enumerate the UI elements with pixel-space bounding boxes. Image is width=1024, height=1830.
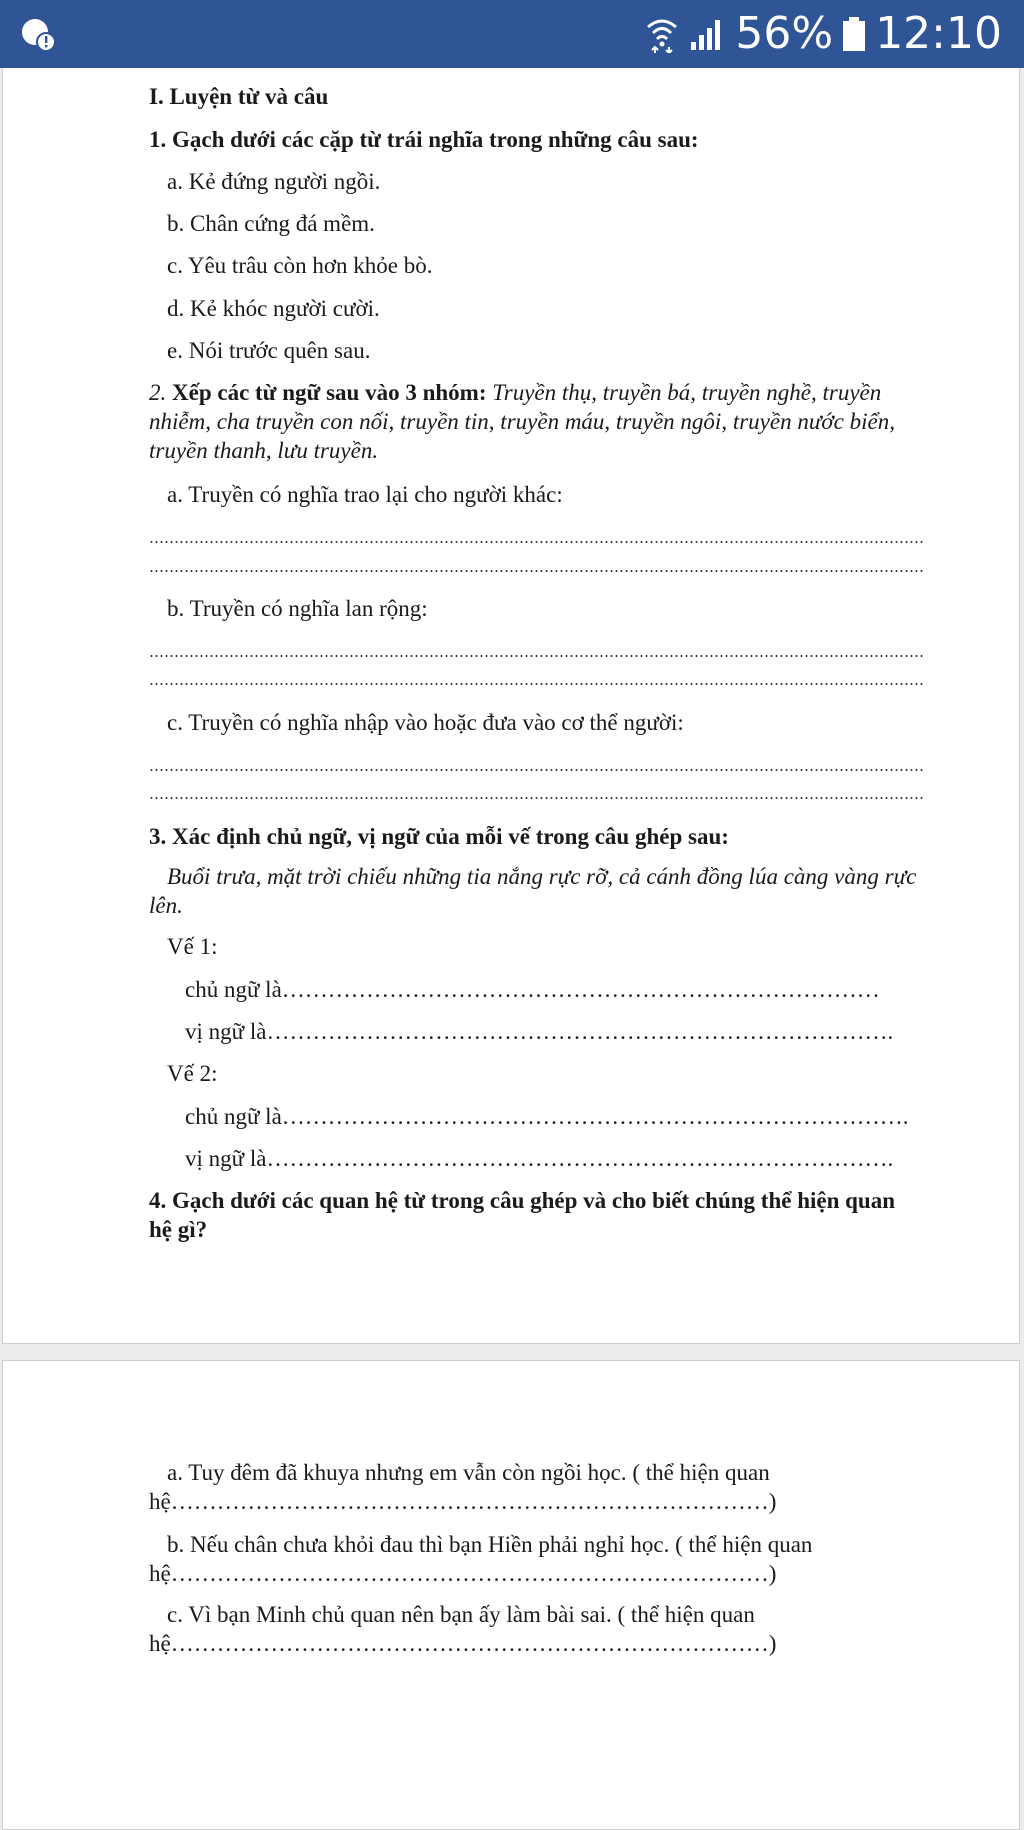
- answer-line: [149, 541, 923, 543]
- q2-word-list: Truyền thụ, truyền bá, truyền nghề, truyền nhiễm, cha truyền con nối, truyền tin, truyền máu, truyền ngôi, truyền nước biển, truyền thanh, lưu truyền.: [149, 380, 895, 463]
- q2-number: 2.: [149, 380, 167, 405]
- q3-clause-1-predicate: vị ngữ là……………………………………………………………………….: [185, 1019, 894, 1044]
- q4-item-c-answer: hệ……………………………………………………………………): [149, 1631, 777, 1656]
- q1-item-b: b. Chân cứng đá mềm.: [167, 211, 375, 236]
- q3-clause-2: Vế 2:: [167, 1061, 218, 1086]
- q1-item-a: a. Kẻ đứng người ngồi.: [167, 169, 381, 194]
- q4-item-b: b. Nếu chân chưa khỏi đau thì bạn Hiền phải nghỉ học. ( thể hiện quan: [167, 1532, 813, 1557]
- q4-title: 4. Gạch dưới các quan hệ từ trong câu ghép và cho biết chúng thể hiện quan hệ gì?: [149, 1188, 895, 1242]
- answer-line: [149, 655, 923, 657]
- q4-item-b-answer: hệ……………………………………………………………………): [149, 1561, 777, 1586]
- q3-clause-2-predicate: vị ngữ là……………………………………………………………………….: [185, 1146, 894, 1171]
- q3-title: 3. Xác định chủ ngữ, vị ngữ của mỗi vế trong câu ghép sau:: [149, 824, 729, 849]
- document-page-2: [2, 1360, 1020, 1830]
- q2-title: Xếp các từ ngữ sau vào 3 nhóm:: [166, 380, 487, 405]
- q1-item-e: e. Nói trước quên sau.: [167, 338, 371, 363]
- q1-item-c: c. Yêu trâu còn hơn khỏe bò.: [167, 253, 433, 278]
- q2-paragraph: [149, 378, 923, 465]
- q4-item-a-answer: hệ……………………………………………………………………): [149, 1489, 777, 1514]
- signal-icon: [689, 16, 725, 52]
- q3-clause-2-subject: chủ ngữ là……………………………………………………………………….: [185, 1104, 909, 1129]
- battery-percent: 56%: [735, 8, 834, 59]
- q1-title: 1. Gạch dưới các cặp từ trái nghĩa trong những câu sau:: [149, 127, 699, 152]
- q3-sentence: Buổi trưa, mặt trời chiếu những tia nắng rực rỡ, cả cánh đồng lúa càng vàng rực lên.: [149, 864, 917, 918]
- q2-group-c: c. Truyền có nghĩa nhập vào hoặc đưa vào cơ thể người:: [167, 710, 684, 735]
- section-title: I. Luyện từ và câu: [149, 84, 329, 109]
- q3-clause-1: Vế 1:: [167, 934, 218, 959]
- document-page-1: [2, 68, 1020, 1344]
- notification-badge-icon: [20, 16, 56, 52]
- answer-line: [149, 683, 923, 685]
- wifi-icon: [645, 15, 679, 53]
- clock: 12:10: [875, 8, 1002, 59]
- q3-clause-1-subject: chủ ngữ là……………………………………………………………………: [185, 977, 880, 1002]
- q1-item-d: d. Kẻ khóc người cười.: [167, 296, 380, 321]
- q4-item-c: c. Vì bạn Minh chủ quan nên bạn ấy làm bài sai. ( thể hiện quan: [167, 1602, 755, 1627]
- status-bar: [0, 0, 1024, 68]
- answer-line: [149, 570, 923, 572]
- q2-group-a: a. Truyền có nghĩa trao lại cho người khác:: [167, 482, 563, 507]
- answer-line: [149, 769, 923, 771]
- answer-line: [149, 797, 923, 799]
- q2-group-b: b. Truyền có nghĩa lan rộng:: [167, 596, 428, 621]
- battery-icon: [843, 17, 865, 51]
- q4-item-a: a. Tuy đêm đã khuya nhưng em vẫn còn ngồi học. ( thể hiện quan: [167, 1460, 770, 1485]
